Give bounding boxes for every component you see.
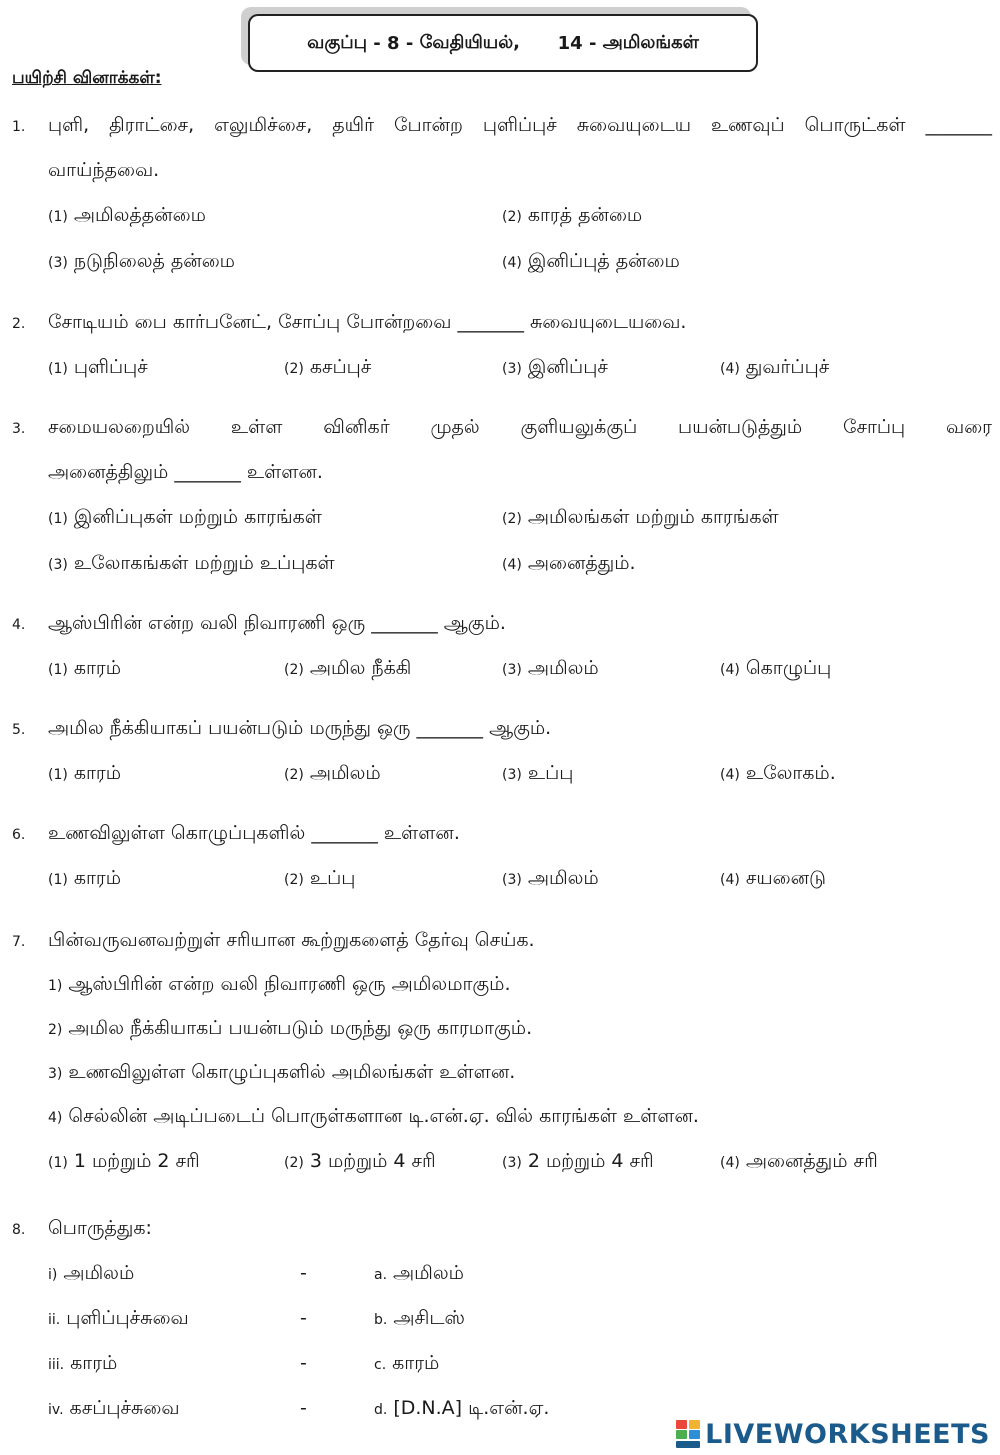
match-left-item <box>48 1397 180 1422</box>
liveworksheets-logo <box>675 1417 990 1451</box>
question-number: 3. <box>12 421 26 437</box>
match-right-number: a. <box>374 1267 388 1283</box>
match-right-item[interactable] <box>374 1352 439 1377</box>
worksheet-header <box>248 14 758 72</box>
option-1[interactable] <box>48 506 322 531</box>
question-number: 5. <box>12 722 26 738</box>
option-number: (1) <box>48 209 68 225</box>
match-left-text: அமிலம் <box>63 1262 135 1284</box>
option-text: அமில நீக்கி <box>309 657 412 679</box>
option-4[interactable] <box>720 1150 878 1175</box>
option-number: (4) <box>720 361 740 377</box>
statement-text: செல்லின் அடிப்படைப் பொருள்களான டி.என்.ஏ. வில் காரங்கள் உள்ளன. <box>68 1105 699 1127</box>
question-number: 2. <box>12 316 26 332</box>
option-text: கொழுப்பு <box>745 657 832 679</box>
question-text: சமையலறையில் உள்ள வினிகர் முதல் குளியலுக்குப் பயன்படுத்தும் சோப்பு வரை <box>48 416 992 438</box>
question-number: 1. <box>12 119 26 135</box>
option-text: அனைத்தும் சரி <box>745 1150 878 1172</box>
option-number: (1) <box>48 767 68 783</box>
option-number: (1) <box>48 1155 68 1171</box>
match-row <box>0 1262 1000 1307</box>
option-text: 3 மற்றும் 4 சரி <box>309 1150 436 1172</box>
option-text: 2 மற்றும் 4 சரி <box>527 1150 654 1172</box>
matching-table <box>0 1262 1000 1442</box>
question-text-continued: வாய்ந்தவை. <box>48 159 160 181</box>
option-text: நடுநிலைத் தன்மை <box>73 250 235 272</box>
options-row <box>12 762 992 788</box>
option-number: (1) <box>48 511 68 527</box>
option-text: காரம் <box>73 657 122 679</box>
lesson-num: 14 <box>557 32 583 54</box>
match-right-item[interactable] <box>374 1307 465 1332</box>
statement-text: உணவிலுள்ள கொழுப்புகளில் அமிலங்கள் உள்ளன. <box>68 1061 516 1083</box>
statement-number: 2) <box>48 1022 63 1038</box>
option-2[interactable] <box>284 867 355 892</box>
option-text: காரம் <box>73 762 122 784</box>
match-dash: - <box>300 1307 307 1329</box>
statement-text: அமில நீக்கியாகப் பயன்படும் மருந்து ஒரு காரமாகும். <box>68 1017 533 1039</box>
match-left-text: காரம் <box>70 1352 118 1374</box>
option-text: உப்பு <box>527 762 574 784</box>
match-dash: - <box>300 1352 307 1374</box>
question-text: பொருத்துக: <box>48 1217 152 1239</box>
question-text: பின்வருவனவற்றுள் சரியான கூற்றுகளைத் தேர்வு செய்க. <box>48 929 535 951</box>
option-4[interactable] <box>720 867 826 892</box>
match-row <box>0 1307 1000 1352</box>
option-4[interactable] <box>720 356 829 381</box>
option-text: அமிலம் <box>309 762 381 784</box>
subject: வேதியியல், <box>419 31 521 53</box>
match-row <box>0 1352 1000 1397</box>
option-text: புளிப்புச் <box>73 356 148 378</box>
option-text: அமிலத்தன்மை <box>73 204 206 226</box>
option-2[interactable] <box>284 1150 436 1175</box>
header-dash: - <box>582 32 603 54</box>
class-label: வகுப்பு <box>307 31 367 53</box>
option-number: (3) <box>502 662 522 678</box>
match-right-number: c. <box>374 1357 387 1373</box>
option-number: (4) <box>720 767 740 783</box>
option-1[interactable] <box>48 204 206 229</box>
statement-2 <box>12 1017 992 1042</box>
question-number: 8. <box>12 1222 26 1238</box>
option-2[interactable] <box>284 356 371 381</box>
option-3[interactable] <box>48 250 235 275</box>
question-number: 7. <box>12 934 26 950</box>
options-row <box>12 552 992 578</box>
option-3[interactable] <box>502 1150 654 1175</box>
option-number: (2) <box>502 209 522 225</box>
option-2[interactable] <box>284 657 411 682</box>
match-left-item <box>48 1352 117 1377</box>
option-text: காரம் <box>73 867 122 889</box>
question-number: 4. <box>12 617 26 633</box>
option-2[interactable] <box>502 204 642 229</box>
option-2[interactable] <box>502 506 779 531</box>
section-title: பயிற்சி வினாக்கள்: <box>12 68 162 88</box>
option-number: (4) <box>502 255 522 271</box>
header-dash: - <box>399 32 420 54</box>
option-text: இனிப்புகள் மற்றும் காரங்கள் <box>73 506 322 528</box>
options-row <box>12 250 992 276</box>
match-left-number: iv. <box>48 1402 64 1418</box>
options-row <box>12 1150 992 1176</box>
option-number: (3) <box>502 1155 522 1171</box>
statement-number: 3) <box>48 1066 63 1082</box>
question-7 <box>12 929 992 1176</box>
options-row <box>12 867 992 893</box>
question-4 <box>12 612 992 683</box>
options-row <box>12 506 992 532</box>
option-text: அனைத்தும். <box>527 552 636 574</box>
question-text: உணவிலுள்ள கொழுப்புகளில் _______ உள்ளன. <box>48 822 460 844</box>
option-text: அமிலங்கள் மற்றும் காரங்கள் <box>527 506 779 528</box>
match-dash: - <box>300 1262 307 1284</box>
option-1[interactable] <box>48 762 121 787</box>
header-gap <box>520 33 558 54</box>
option-text: காரத் தன்மை <box>527 204 643 226</box>
option-number: (2) <box>284 872 304 888</box>
option-number: (2) <box>284 767 304 783</box>
option-4[interactable] <box>502 552 636 577</box>
statement-number: 4) <box>48 1110 63 1126</box>
option-number: (4) <box>502 557 522 573</box>
statement-text: ஆஸ்பிரின் என்ற வலி நிவாரணி ஒரு அமிலமாகும். <box>68 973 511 995</box>
option-text: உப்பு <box>309 867 356 889</box>
option-1[interactable] <box>48 657 121 682</box>
option-number: (3) <box>502 361 522 377</box>
option-1[interactable] <box>48 867 121 892</box>
match-left-number: iii. <box>48 1357 65 1373</box>
grade: 8 <box>387 32 400 54</box>
header-dash: - <box>367 32 388 54</box>
option-4[interactable] <box>502 250 680 275</box>
option-text: அமிலம் <box>527 867 599 889</box>
match-right-text: காரம் <box>392 1352 440 1374</box>
option-number: (3) <box>502 872 522 888</box>
option-number: (3) <box>502 767 522 783</box>
option-number: (4) <box>720 872 740 888</box>
match-right-text: அமிலம் <box>393 1262 464 1284</box>
statement-number: 1) <box>48 978 63 994</box>
match-left-text: கசப்புச்சுவை <box>69 1397 180 1419</box>
option-2[interactable] <box>284 762 381 787</box>
match-dash: - <box>300 1397 307 1419</box>
question-text: ஆஸ்பிரின் என்ற வலி நிவாரணி ஒரு _______ ஆகும். <box>48 612 506 634</box>
liveworksheets-logo-icon <box>675 1418 701 1450</box>
question-8 <box>12 1217 992 1242</box>
option-4[interactable] <box>720 762 836 787</box>
question-6 <box>12 822 992 893</box>
option-text: இனிப்புச் <box>527 356 608 378</box>
match-right-text: [D.N.A] டி.என்.ஏ. <box>393 1397 550 1419</box>
question-3 <box>12 416 992 578</box>
match-right-item[interactable] <box>374 1262 464 1287</box>
option-number: (2) <box>502 511 522 527</box>
match-left-number: i) <box>48 1267 58 1283</box>
question-5 <box>12 717 992 788</box>
option-text: உலோகங்கள் மற்றும் உப்புகள் <box>73 552 335 574</box>
question-text-continued: அனைத்திலும் _______ உள்ளன. <box>48 461 323 483</box>
option-text: உலோகம். <box>745 762 836 784</box>
options-row <box>12 356 992 382</box>
match-left-number: ii. <box>48 1312 61 1328</box>
question-text: அமில நீக்கியாகப் பயன்படும் மருந்து ஒரு _______ ஆகும். <box>48 717 552 739</box>
match-left-item <box>48 1307 189 1332</box>
match-left-text: புளிப்புச்சுவை <box>66 1307 189 1329</box>
option-number: (3) <box>48 557 68 573</box>
option-text: அமிலம் <box>527 657 599 679</box>
match-right-number: b. <box>374 1312 388 1328</box>
option-number: (4) <box>720 662 740 678</box>
question-number: 6. <box>12 827 26 843</box>
options-row <box>12 204 992 230</box>
question-text: சோடியம் பை கார்பனேட், சோப்பு போன்றவை _______ சுவையுடையவை. <box>48 311 687 333</box>
option-text: துவர்ப்புச் <box>745 356 830 378</box>
question-2 <box>12 311 992 382</box>
option-number: (3) <box>48 255 68 271</box>
statement-3 <box>12 1061 992 1086</box>
option-text: கசப்புச் <box>309 356 372 378</box>
option-number: (1) <box>48 872 68 888</box>
statement-4 <box>12 1105 992 1130</box>
option-number: (4) <box>720 1155 740 1171</box>
match-right-number: d. <box>374 1402 388 1418</box>
option-1[interactable] <box>48 356 148 381</box>
option-3[interactable] <box>502 762 573 787</box>
question-1 <box>12 114 992 276</box>
option-3[interactable] <box>502 657 599 682</box>
option-3[interactable] <box>502 867 599 892</box>
options-row <box>12 657 992 683</box>
option-number: (2) <box>284 1155 304 1171</box>
option-3[interactable] <box>48 552 335 577</box>
option-number: (2) <box>284 361 304 377</box>
option-number: (1) <box>48 361 68 377</box>
liveworksheets-logo-text: LIVEWORKSHEETS <box>705 1418 990 1450</box>
option-3[interactable] <box>502 356 608 381</box>
match-right-text: அசிடஸ் <box>393 1307 465 1329</box>
option-1[interactable] <box>48 1150 200 1175</box>
lesson-title: அமிலங்கள் <box>602 31 699 53</box>
question-text: புளி, திராட்சை, எலுமிச்சை, தயிர் போன்ற புளிப்புச் சுவையுடைய உணவுப் பொருட்கள் _______ <box>48 114 992 136</box>
option-text: இனிப்புத் தன்மை <box>527 250 680 272</box>
option-text: 1 மற்றும் 2 சரி <box>73 1150 200 1172</box>
statement-1 <box>12 973 992 998</box>
option-text: சயனைடு <box>745 867 827 889</box>
match-left-item <box>48 1262 134 1287</box>
option-number: (2) <box>284 662 304 678</box>
option-number: (1) <box>48 662 68 678</box>
option-4[interactable] <box>720 657 831 682</box>
match-right-item[interactable] <box>374 1397 549 1422</box>
